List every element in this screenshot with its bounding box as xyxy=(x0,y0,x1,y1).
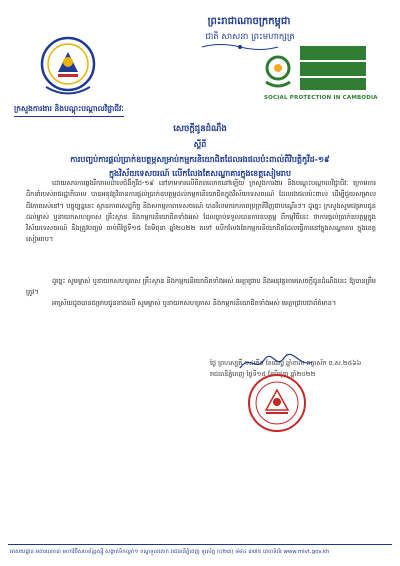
social-protection-caption: SOCIAL PROTECTION IN CAMBODIA xyxy=(264,95,378,101)
footer-address: អាសយដ្ឋាន អគារលេខ៣ មហាវិថីសហព័ន្ធរុស្ស៊ី សង្កាត់ទឹកល្អក់១ ខណ្ឌទួលគោក រាជធានីភ្នំពេញ ទូរស័ព្ទ (០២៣) ៨៨៤ ៣៧៥ គេហទំព័រ www.mlvt.gov.kh xyxy=(10,549,330,555)
body-paragraph-1: ដោយសារការឆ្លងរីករាលដាលជំងឺកូវីដ-១៩ នៅទាមទារលើពិភពលោកនៅឡើយ ក្រសួងការងារ និងបណ្តុះបណ្តាលវិជ្ជាជីវៈ ក្រោមការដឹកនាំរបស់រាជរដ្ឋាភិបាល បានអនុវត្តវិធានការផ្តល់ប្រាក់ឧបត្ថម្ភដល់កម្មករនិយោជិតក្នុងវិស័យទេសចរណ៍ ដែលរងផលប៉ះពាល់ ដើម្បីជួយសម្រាលជីវភាពរស់នៅ។ បច្ចុប្បន្ននេះ ស្ថានភាពសេដ្ឋកិច្ច និងសកម្មភាពទេសចរណ៍ បានវិលមករកភាពប្រក្រតីវិញជាបណ្តើរៗ។ ដូច្នេះ ក្រសួងសូមជម្រាបជូនដល់ម្ចាស់ ឬនាយកសហគ្រាស គ្រឹះស្ថាន និងកម្មករនិយោជិតទាំងអស់ ដែលធ្លាប់ទទួលបានការឧបត្ថម្ភ ពីកម្មវិធីនេះ ថាការផ្តល់ប្រាក់ឧបត្ថម្ភក្នុងវិស័យទេសចរណ៍ នឹងត្រូវបញ្ចប់ ចាប់ពីថ្ងៃទី១៥ ខែមិថុនា ឆ្នាំ២០២២ តទៅ លើកលែងតែកម្មករនិយោជិតដែលធ្វើការនៅក្នុងសណ្ឋាគារ ក្នុងខេត្តសៀមរាប។ xyxy=(26,179,376,244)
ministry-emblem-icon xyxy=(38,32,98,102)
solar-date: រាជធានីភ្នំពេញ ថ្ងៃទី១៥ ខែមិថុនា ឆ្នាំ២០២២ xyxy=(210,370,316,378)
signature-icon xyxy=(236,352,316,374)
subject-label: ស្តីពី xyxy=(193,140,207,149)
official-seal-icon xyxy=(246,372,308,434)
body-paragraph-2: ដូច្នេះ សូមម្ចាស់ ឬនាយកសហគ្រាស គ្រឹះស្ថាន និងកម្មករនិយោជិតទាំងអស់ មេត្តាជ្រាប និងអនុវត្តតាមសេចក្តីជូនដំណឹងនេះ ឱ្យបានត្រឹមត្រូវ។ xyxy=(26,277,376,297)
ministry-name: ក្រសួងការងារ និងបណ្តុះបណ្តាលវិជ្ជាជីវៈ xyxy=(14,104,124,117)
national-motto: ជាតិ សាសនា ព្រះមហាក្សត្រ xyxy=(205,32,295,42)
kingdom-name: ព្រះរាជាណាចក្រកម្ពុជា xyxy=(207,16,291,27)
subject-line-2: ក្នុងវិស័យទេសចរណ៍ លើកលែងតែសណ្ឋាគារក្នុងខេត្តសៀមរាប xyxy=(108,169,292,178)
body-paragraph-3: អាស្រ័យដូចបានជម្រាបជូនខាងលើ សូមម្ចាស់ ឬនាយកសហគ្រាស និងកម្មករនិយោជិតទាំងអស់ មេត្តាជ្រាបជាព័ត៌មាន។ xyxy=(52,299,337,307)
subject-line-1: ការបញ្ចប់ការផ្តល់ប្រាក់ឧបត្ថម្ភសម្រាប់កម្មករនិយោជិតដែលរងផលប៉ះពាល់ពីវិបត្តិកូវីដ-១៩ xyxy=(70,155,330,164)
footer-divider xyxy=(8,544,392,545)
lunar-date: ថ្ងៃ ព្រហស្បតិ៍ ១៤កើត ខែជេស្ឋ ឆ្នាំខាល ចត្វាស័ក ព.ស.២៥៦៦ xyxy=(210,359,362,367)
notice-title: សេចក្តីជូនដំណឹង xyxy=(173,124,227,134)
document-titles xyxy=(0,124,400,180)
